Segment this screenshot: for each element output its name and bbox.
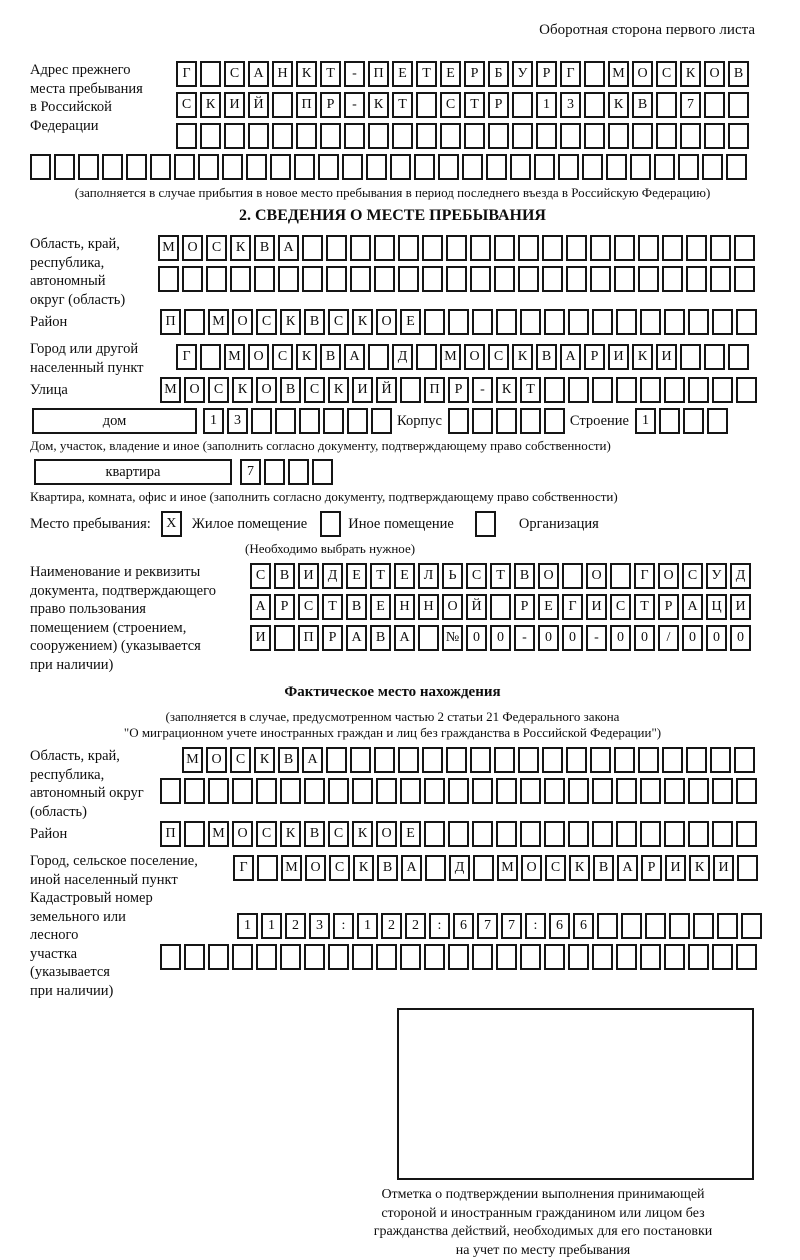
oblast-label: Область, край, республика, автономный округ (область) [30, 236, 126, 308]
dom-number-row[interactable]: 1 3 [203, 408, 395, 434]
stamp-caption: Отметка о подтверждении выполнения принимающей стороной и иностранным гражданином или лицом без гражданства действий, необходимых для его постановки на учет по месту пребывания [373, 1187, 713, 1258]
kvartira-box[interactable]: квартира [34, 459, 232, 485]
doc-row-2[interactable]: А Р С Т В Е Н Н О Й Р Е Г И С Т Р А Ц И [250, 594, 754, 620]
field-stay-type [30, 511, 755, 537]
ulitsa-row[interactable]: М О С К О В С К И Й П Р - К Т [160, 377, 760, 403]
prev-address-row-4[interactable] [30, 154, 755, 180]
prev-address-label: Адрес прежнего места пребывания в Российской Федерации [30, 62, 143, 134]
page-header: Оборотная сторона первого листа [539, 22, 755, 38]
field-raion [30, 309, 755, 340]
prev-address-row-1[interactable]: Г С А Н К Т - П Е Т Е Р Б У Р Г М О С К О В [176, 61, 752, 87]
dom-caption: Дом, участок, владение и иное (заполнить согласно документу, подтверждающему право собственности) [30, 438, 611, 453]
fact-raion-row[interactable]: П М О С К В С К О Е [160, 821, 760, 847]
field-ulitsa [30, 377, 755, 408]
field-fact-raion [30, 821, 755, 852]
fact-gorod-label: Город, сельское поселение, иной населенный пункт [30, 853, 198, 888]
doc-label: Наименование и реквизиты документа, подтверждающего право пользования помещением (строением, сооружением) (указывается при наличии) [30, 564, 216, 673]
ulitsa-label: Улица [30, 382, 68, 398]
section2-title: 2. СВЕДЕНИЯ О МЕСТЕ ПРЕБЫВАНИЯ [239, 207, 546, 224]
fact-gorod-row[interactable]: Г М О С К В А Д М О С К В А Р И К И [233, 855, 761, 881]
kadastr-row-1[interactable]: 1 1 2 3 : 1 2 2 : 6 7 7 : 6 6 [237, 913, 765, 939]
field-gorod [30, 340, 755, 377]
field-doc [30, 563, 755, 674]
option-inoe-label: Иное помещение [348, 516, 454, 532]
raion-row[interactable]: П М О С К В С К О Е [160, 309, 760, 335]
field-kvartira [30, 459, 755, 485]
kadastr-label: Кадастровый номер земельного или лесного участка (указывается при наличии) [30, 890, 153, 999]
checkbox-inoe[interactable] [320, 511, 341, 537]
prev-address-row-2[interactable]: С К И Й П Р - К Т С Т Р 1 3 К В 7 [176, 92, 752, 118]
checkbox-organizatsiya[interactable] [475, 511, 496, 537]
fact-location-title: Фактическое место нахождения [284, 684, 501, 700]
kadastr-row-2[interactable] [160, 944, 765, 970]
fact-oblast-row-1[interactable]: М О С К В А [182, 747, 760, 773]
dom-box[interactable]: дом [32, 408, 197, 434]
stamp-block [295, 1008, 755, 1260]
fact-oblast-label: Область, край, республика, автономный округ (область) [30, 748, 144, 820]
stay-label: Место пребывания: [30, 516, 151, 532]
field-kadastr [30, 889, 755, 1000]
stroenie-label: Строение [569, 413, 629, 429]
doc-row-3[interactable]: И П Р А В А № 0 0 - 0 0 - 0 0 / 0 0 0 [250, 625, 754, 651]
stroenie-row[interactable]: 1 [635, 408, 731, 434]
fact-caption: (заполняется в случае, предусмотренном частью 2 статьи 21 Федерального закона "О миграционном учете иностранных граждан и лиц без гражданства в Российской Федерации") [123, 709, 662, 740]
fact-raion-label: Район [30, 826, 68, 842]
stay-note: (Необходимо выбрать нужное) [245, 541, 416, 556]
oblast-row-1[interactable]: М О С К В А [158, 235, 758, 261]
field-oblast [30, 235, 755, 309]
field-dom [30, 408, 755, 434]
option-organizatsiya-label: Организация [518, 516, 599, 532]
raion-label: Район [30, 314, 68, 330]
kvartira-row[interactable]: 7 [240, 459, 336, 485]
kvartira-caption: Квартира, комната, офис и иное (заполнить согласно документу, подтверждающему право собственности) [30, 489, 618, 504]
gorod-label: Город или другой населенный пункт [30, 341, 144, 376]
gorod-row[interactable]: Г М О С К В А Д М О С К В А Р И К И [176, 344, 752, 370]
field-fact-gorod [30, 852, 755, 889]
prev-address-caption: (заполняется в случае прибытия в новое место пребывания в период последнего въезда в Российскую Федерацию) [74, 185, 711, 200]
field-prev-address [30, 61, 755, 154]
stamp-box [397, 1008, 754, 1180]
prev-address-row-3[interactable] [176, 123, 752, 149]
korpus-label: Корпус [397, 413, 442, 429]
checkbox-zhiloe[interactable]: X [161, 511, 182, 537]
oblast-row-2[interactable] [158, 266, 758, 292]
field-fact-oblast [30, 747, 755, 821]
korpus-row[interactable] [448, 408, 568, 434]
doc-row-1[interactable]: С В И Д Е Т Е Л Ь С Т В О О Г О С У Д [250, 563, 754, 589]
fact-oblast-row-2[interactable] [160, 778, 760, 804]
option-zhiloe-label: Жилое помещение [191, 516, 308, 532]
